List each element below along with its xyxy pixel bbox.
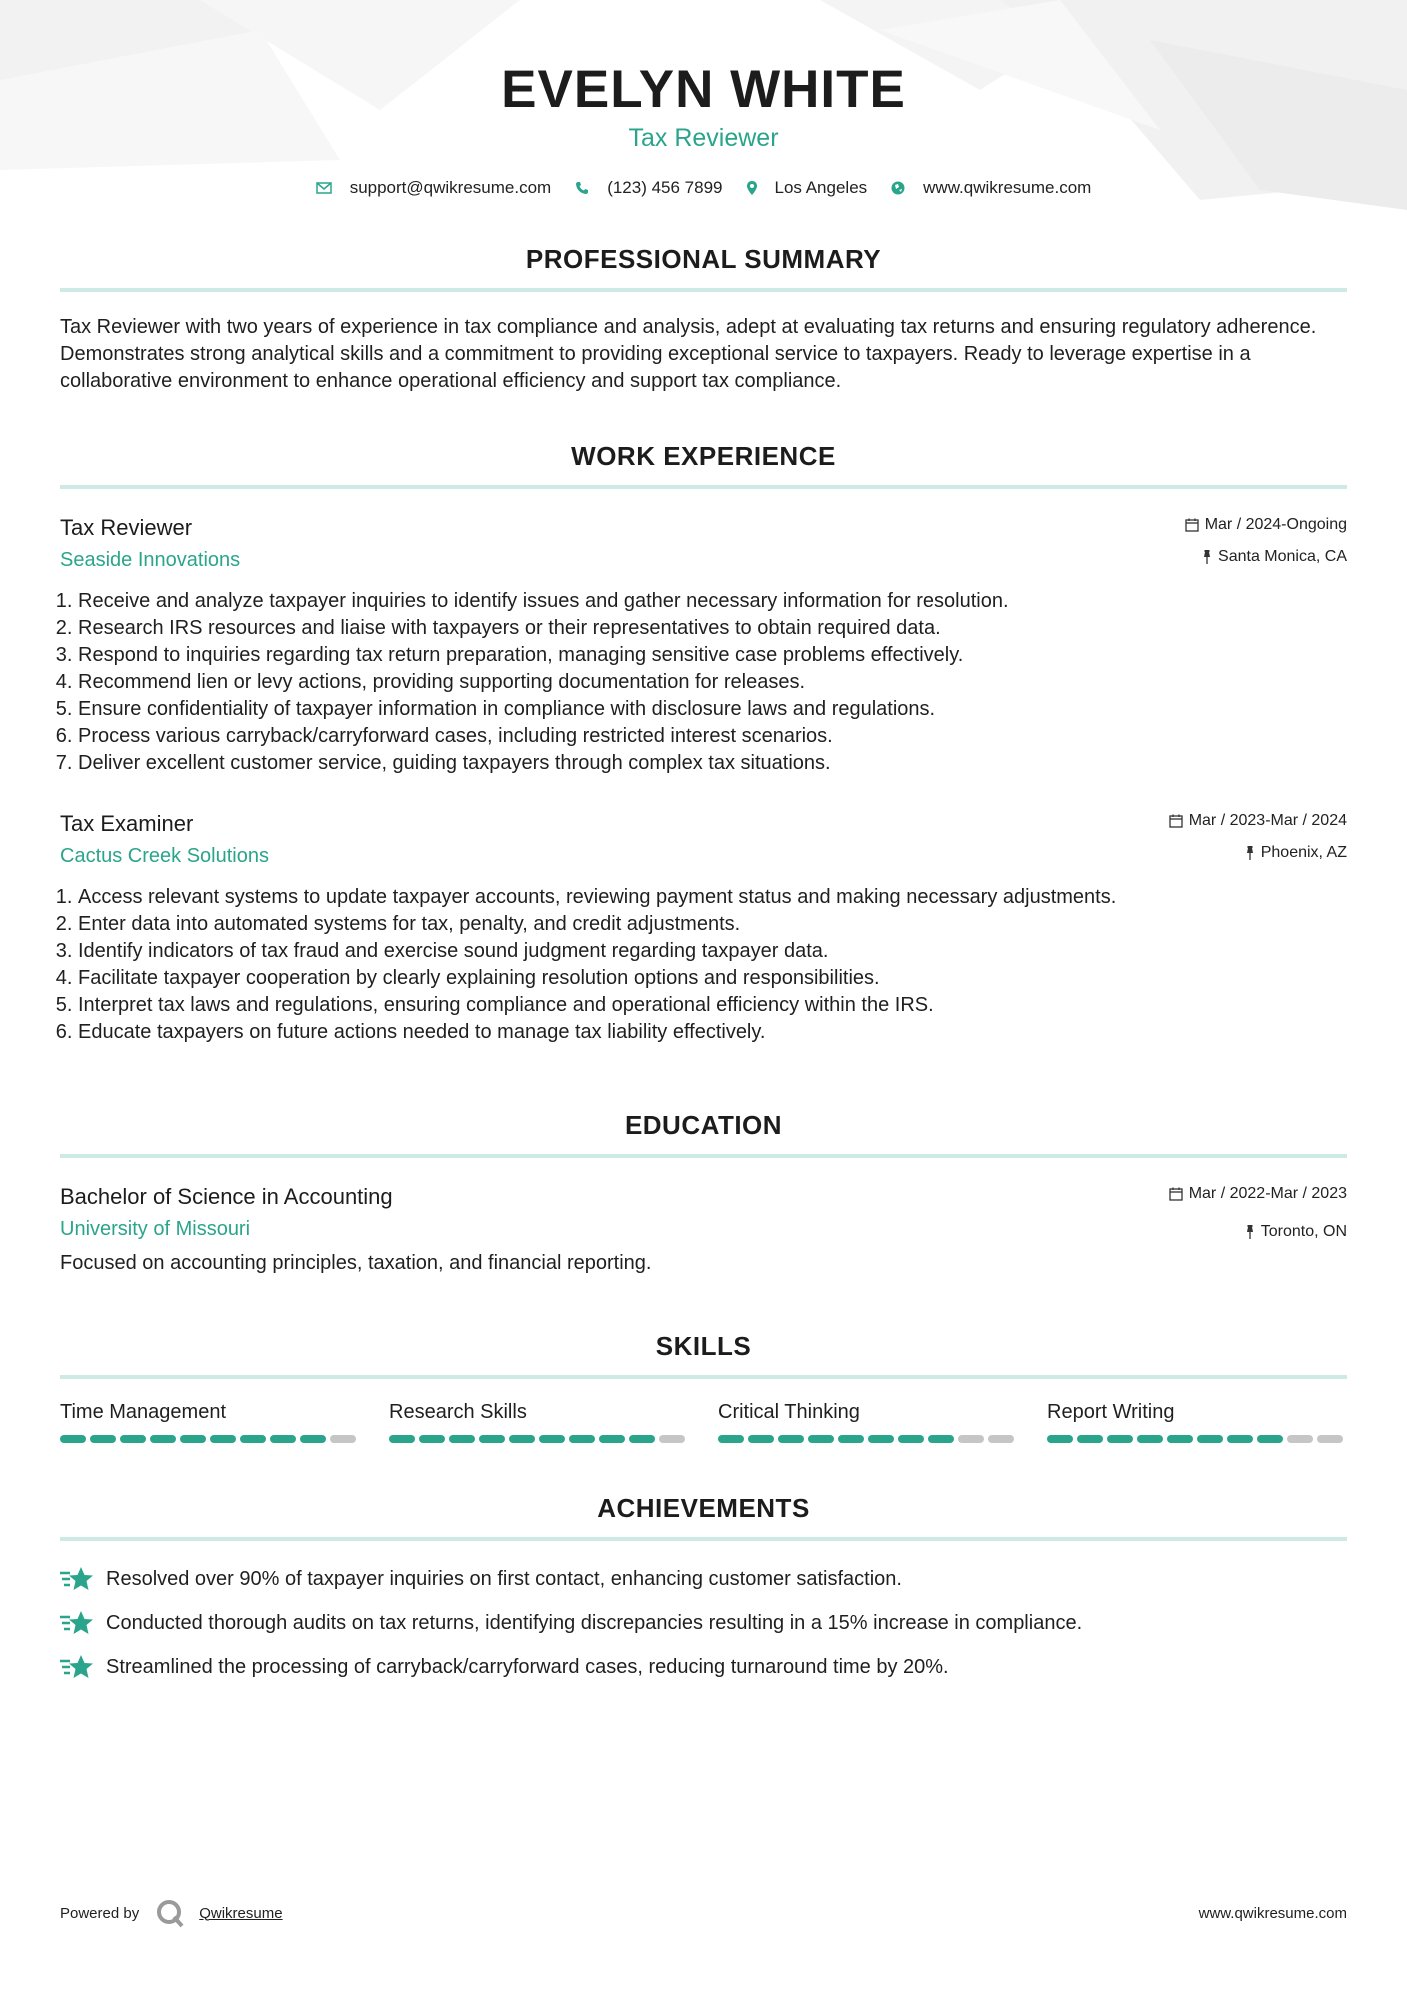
skill-level-bar bbox=[60, 1435, 360, 1443]
skill-level-bar bbox=[1047, 1435, 1347, 1443]
section-divider bbox=[60, 1375, 1347, 1379]
experience-heading: WORK EXPERIENCE bbox=[571, 441, 836, 471]
duty-item: 3. Identify indicators of tax fraud and exercise sound judgment regarding taxpayer data. bbox=[78, 938, 1347, 965]
achievement-list bbox=[60, 1557, 1347, 1689]
skill-segment-filled bbox=[270, 1435, 296, 1443]
duty-item: 1. Receive and analyze taxpayer inquiries to identify issues and gather necessary information for resolution. bbox=[78, 588, 1347, 615]
education-description: Focused on accounting principles, taxation, and financial reporting. bbox=[60, 1252, 652, 1274]
skill-segment-filled bbox=[180, 1435, 206, 1443]
globe-icon bbox=[891, 181, 905, 195]
skill-segment-filled bbox=[569, 1435, 595, 1443]
skill-segment-filled bbox=[60, 1435, 86, 1443]
skill-segment-filled bbox=[449, 1435, 475, 1443]
skill-name: Time Management bbox=[60, 1401, 226, 1423]
achievement-text: Resolved over 90% of taxpayer inquiries on first contact, enhancing customer satisfaction. bbox=[106, 1567, 902, 1590]
skill-segment-filled bbox=[150, 1435, 176, 1443]
job-location bbox=[1169, 841, 1347, 865]
section-divider bbox=[60, 485, 1347, 489]
skill-segment-filled bbox=[539, 1435, 565, 1443]
skill-item bbox=[1047, 1399, 1347, 1443]
skill-name: Report Writing bbox=[1047, 1401, 1175, 1423]
skill-segment-filled bbox=[718, 1435, 744, 1443]
skill-level-bar bbox=[389, 1435, 689, 1443]
skill-segment-empty bbox=[659, 1435, 685, 1443]
skill-segment-filled bbox=[1197, 1435, 1223, 1443]
experience-entry bbox=[60, 513, 1347, 777]
skill-segment-filled bbox=[509, 1435, 535, 1443]
location-text: Santa Monica, CA bbox=[1218, 548, 1347, 565]
envelope-icon bbox=[316, 182, 332, 194]
star-icon bbox=[60, 1565, 94, 1593]
map-pin-icon bbox=[747, 181, 757, 195]
skill-item bbox=[60, 1399, 360, 1443]
skill-segment-filled bbox=[210, 1435, 236, 1443]
summary-text: Tax Reviewer with two years of experience in tax compliance and analysis, adept at evaluating tax returns and ensuring regulatory adherence. Demonstrates strong analytical skills and a commitment to providing exceptional service to taxpayers. Ready to leverage expertise in a collaborative environment to enhance operational efficiency and support tax compliance. bbox=[60, 316, 1317, 392]
pin-icon bbox=[1245, 1225, 1255, 1239]
section-divider bbox=[60, 1154, 1347, 1158]
location-text: Los Angeles bbox=[774, 178, 868, 197]
duty-item: 4. Recommend lien or levy actions, providing supporting documentation for releases. bbox=[78, 669, 1347, 696]
skill-segment-filled bbox=[928, 1435, 954, 1443]
contact-location bbox=[747, 178, 868, 198]
experience-section bbox=[60, 439, 1347, 1046]
skill-segment-filled bbox=[1077, 1435, 1103, 1443]
summary-heading: PROFESSIONAL SUMMARY bbox=[525, 244, 882, 274]
email-text: support@qwikresume.com bbox=[349, 178, 552, 197]
job-title: Tax Reviewer bbox=[628, 124, 779, 152]
location-text: Phoenix, AZ bbox=[1260, 844, 1347, 861]
skill-segment-filled bbox=[90, 1435, 116, 1443]
duty-list bbox=[60, 588, 1347, 777]
duty-item: 6. Educate taxpayers on future actions needed to manage tax liability effectively. bbox=[78, 1019, 1347, 1046]
duty-item: 4. Facilitate taxpayer cooperation by clearly explaining resolution options and responsibilities. bbox=[78, 965, 1347, 992]
skill-level-bar bbox=[718, 1435, 1018, 1443]
brand-link[interactable]: Qwikresume bbox=[199, 1904, 283, 1922]
footer-website[interactable]: www.qwikresume.com bbox=[1198, 1904, 1347, 1922]
skill-segment-filled bbox=[808, 1435, 834, 1443]
achievements-heading: ACHIEVEMENTS bbox=[597, 1493, 810, 1523]
skill-item bbox=[389, 1399, 689, 1443]
star-icon bbox=[60, 1609, 94, 1637]
section-divider bbox=[60, 1537, 1347, 1541]
achievement-text: Streamlined the processing of carryback/carryforward cases, reducing turnaround time by 20%. bbox=[106, 1655, 949, 1678]
duty-item: 2. Research IRS resources and liaise with taxpayers or their representatives to obtain required data. bbox=[78, 615, 1347, 642]
skill-segment-filled bbox=[120, 1435, 146, 1443]
skill-segment-filled bbox=[479, 1435, 505, 1443]
calendar-icon bbox=[1185, 518, 1199, 532]
skill-segment-empty bbox=[988, 1435, 1014, 1443]
company-name: Cactus Creek Solutions bbox=[60, 845, 269, 867]
skill-segment-filled bbox=[300, 1435, 326, 1443]
achievement-item bbox=[60, 1601, 1347, 1645]
skill-item bbox=[718, 1399, 1018, 1443]
job-role: Tax Reviewer bbox=[60, 515, 193, 540]
duty-item: 7. Deliver excellent customer service, guiding taxpayers through complex tax situations. bbox=[78, 750, 1347, 777]
achievements-section bbox=[60, 1491, 1347, 1689]
calendar-icon bbox=[1169, 814, 1183, 828]
skill-segment-filled bbox=[898, 1435, 924, 1443]
job-dates bbox=[1185, 513, 1347, 537]
education-location bbox=[1169, 1220, 1347, 1244]
skills-grid bbox=[60, 1399, 1347, 1443]
skill-segment-filled bbox=[1107, 1435, 1133, 1443]
education-dates bbox=[1169, 1182, 1347, 1206]
skill-segment-filled bbox=[838, 1435, 864, 1443]
calendar-icon bbox=[1169, 1187, 1183, 1201]
education-section bbox=[60, 1108, 1347, 1277]
phone-text: (123) 456 7899 bbox=[607, 178, 723, 197]
contact-phone[interactable] bbox=[575, 178, 722, 198]
duty-item: 5. Interpret tax laws and regulations, ensuring compliance and operational efficiency within the IRS. bbox=[78, 992, 1347, 1019]
contact-bar bbox=[60, 176, 1347, 200]
powered-by-label: Powered by bbox=[60, 1904, 140, 1922]
qwikresume-logo-icon bbox=[155, 1898, 185, 1928]
skill-segment-filled bbox=[1047, 1435, 1073, 1443]
duty-item: 3. Respond to inquiries regarding tax return preparation, managing sensitive case problems effectively. bbox=[78, 642, 1347, 669]
candidate-name: EVELYN WHITE bbox=[501, 60, 906, 119]
education-heading: EDUCATION bbox=[624, 1110, 783, 1140]
education-entry bbox=[60, 1182, 1347, 1277]
skill-name: Research Skills bbox=[389, 1401, 527, 1423]
contact-website[interactable] bbox=[891, 178, 1091, 198]
summary-section bbox=[60, 242, 1347, 395]
school-name: University of Missouri bbox=[60, 1218, 251, 1240]
skills-section bbox=[60, 1329, 1347, 1443]
achievement-item bbox=[60, 1557, 1347, 1601]
job-role: Tax Examiner bbox=[60, 811, 194, 836]
footer bbox=[60, 1898, 1347, 1928]
pin-icon bbox=[1245, 846, 1255, 860]
duty-list bbox=[60, 884, 1347, 1046]
skill-segment-filled bbox=[1167, 1435, 1193, 1443]
skill-segment-filled bbox=[240, 1435, 266, 1443]
skill-segment-filled bbox=[778, 1435, 804, 1443]
skills-heading: SKILLS bbox=[655, 1331, 752, 1361]
skill-segment-filled bbox=[419, 1435, 445, 1443]
dates-text: Mar / 2022-Mar / 2023 bbox=[1188, 1185, 1347, 1202]
phone-icon bbox=[575, 181, 589, 195]
duty-item: 2. Enter data into automated systems for tax, penalty, and credit adjustments. bbox=[78, 911, 1347, 938]
skill-segment-filled bbox=[629, 1435, 655, 1443]
skill-segment-empty bbox=[330, 1435, 356, 1443]
skill-segment-empty bbox=[1317, 1435, 1343, 1443]
skill-segment-filled bbox=[1137, 1435, 1163, 1443]
skill-segment-filled bbox=[1257, 1435, 1283, 1443]
job-location bbox=[1185, 545, 1347, 569]
achievement-item bbox=[60, 1645, 1347, 1689]
duty-item: 1. Access relevant systems to update taxpayer accounts, reviewing payment status and making necessary adjustments. bbox=[78, 884, 1347, 911]
skill-segment-filled bbox=[868, 1435, 894, 1443]
company-name: Seaside Innovations bbox=[60, 549, 241, 571]
skill-segment-filled bbox=[389, 1435, 415, 1443]
duty-item: 5. Ensure confidentiality of taxpayer information in compliance with disclosure laws and regulations. bbox=[78, 696, 1347, 723]
skill-name: Critical Thinking bbox=[718, 1401, 860, 1423]
skill-segment-filled bbox=[748, 1435, 774, 1443]
skill-segment-filled bbox=[1227, 1435, 1253, 1443]
experience-entry bbox=[60, 809, 1347, 1046]
location-text: Toronto, ON bbox=[1260, 1223, 1347, 1240]
dates-text: Mar / 2023-Mar / 2024 bbox=[1188, 812, 1347, 829]
skill-segment-empty bbox=[958, 1435, 984, 1443]
job-dates bbox=[1169, 809, 1347, 833]
duty-item: 6. Process various carryback/carryforward cases, including restricted interest scenarios. bbox=[78, 723, 1347, 750]
skill-segment-filled bbox=[599, 1435, 625, 1443]
star-icon bbox=[60, 1653, 94, 1681]
section-divider bbox=[60, 288, 1347, 292]
skill-segment-empty bbox=[1287, 1435, 1313, 1443]
degree-title: Bachelor of Science in Accounting bbox=[60, 1184, 393, 1209]
dates-text: Mar / 2024-Ongoing bbox=[1204, 516, 1347, 533]
pin-icon bbox=[1202, 550, 1212, 564]
contact-email[interactable] bbox=[316, 178, 552, 198]
website-text: www.qwikresume.com bbox=[923, 178, 1092, 197]
achievement-text: Conducted thorough audits on tax returns, identifying discrepancies resulting in a 15% increase in compliance. bbox=[106, 1611, 1083, 1634]
